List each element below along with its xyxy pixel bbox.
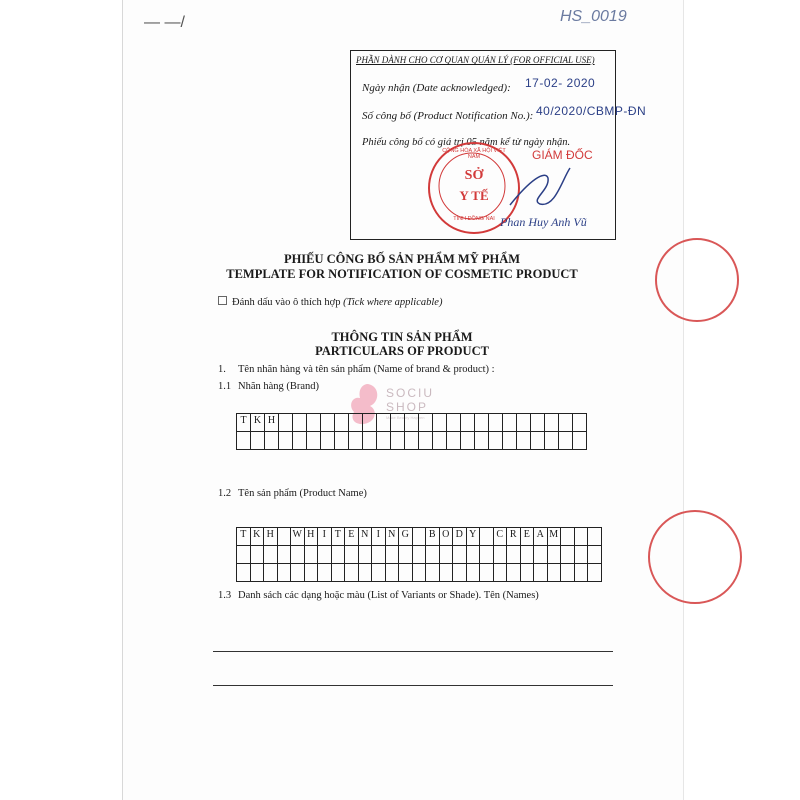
- letter-cell: [372, 546, 386, 564]
- letter-cell: [265, 432, 279, 450]
- letter-cell: [534, 564, 548, 582]
- item-1-3-text: Danh sách các dạng hoặc màu (List of Variants or Shade). Tên (Names): [238, 590, 539, 601]
- letter-cell: [575, 528, 589, 546]
- letter-cell: [433, 414, 447, 432]
- letter-cell: [507, 564, 521, 582]
- letter-cell: [363, 414, 377, 432]
- tick-box-icon: [218, 296, 227, 305]
- date-acknowledged-value: 17-02- 2020: [525, 76, 596, 90]
- letter-cell: [588, 546, 602, 564]
- letter-cell: M: [548, 528, 562, 546]
- letter-cell: [453, 564, 467, 582]
- letter-cell: Y: [467, 528, 481, 546]
- watermark-line1: SOCIU: [386, 386, 435, 400]
- official-use-header: PHẦN DÀNH CHO CƠ QUAN QUẢN LÝ (FOR OFFICIAL USE): [356, 55, 595, 65]
- letter-cell: [480, 564, 494, 582]
- letter-cell: K: [251, 414, 265, 432]
- letter-cell: [278, 564, 292, 582]
- seal-ring-bottom-text: TỈNH ĐỒNG NAI: [453, 216, 495, 222]
- edge-seal-lower: [648, 510, 742, 604]
- date-acknowledged-label: Ngày nhận (Date acknowledged):: [362, 82, 511, 94]
- letter-cell: N: [386, 528, 400, 546]
- letter-cell: [467, 564, 481, 582]
- tick-note-vi: Đánh dấu vào ô thích hợp: [232, 297, 341, 308]
- letter-cell: [332, 564, 346, 582]
- letter-cell: T: [237, 528, 251, 546]
- letter-cell: O: [440, 528, 454, 546]
- letter-cell: [453, 546, 467, 564]
- letter-cell: [545, 414, 559, 432]
- letter-cell: C: [494, 528, 508, 546]
- letter-cell: [413, 546, 427, 564]
- letter-cell: [419, 414, 433, 432]
- letter-cell: [278, 528, 292, 546]
- item-1-2-text: Tên sản phẩm (Product Name): [238, 488, 367, 499]
- letter-cell: [480, 546, 494, 564]
- letter-cell: [531, 414, 545, 432]
- letter-cell: [391, 432, 405, 450]
- letter-cell: [251, 432, 265, 450]
- letter-cell: [494, 564, 508, 582]
- letter-cell: [503, 432, 517, 450]
- letter-cell: [237, 546, 251, 564]
- letter-cell: [264, 546, 278, 564]
- letter-cell: [278, 546, 292, 564]
- letter-cell: [489, 414, 503, 432]
- letter-cell: [377, 432, 391, 450]
- letter-cell: G: [399, 528, 413, 546]
- letter-cell: [461, 432, 475, 450]
- item-1-text: Tên nhãn hàng và tên sản phẩm (Name of brand & product) :: [238, 364, 495, 375]
- letter-cell: [391, 414, 405, 432]
- letter-cell: [413, 528, 427, 546]
- letter-cell: [335, 414, 349, 432]
- title-english: TEMPLATE FOR NOTIFICATION OF COSMETIC PRODUCT: [226, 267, 578, 281]
- letter-cell: [475, 432, 489, 450]
- letter-cell: N: [359, 528, 373, 546]
- seal-text-bottom: Y TẾ: [459, 188, 489, 203]
- letter-cell: [399, 546, 413, 564]
- letter-cell: H: [305, 528, 319, 546]
- letter-cell: [447, 432, 461, 450]
- letter-cell: [531, 432, 545, 450]
- letter-cell: [426, 546, 440, 564]
- title-vietnamese: PHIẾU CÔNG BỐ SẢN PHẨM MỸ PHẨM: [283, 252, 521, 266]
- letter-cell: [279, 414, 293, 432]
- letter-cell: [307, 414, 321, 432]
- letter-cell: T: [332, 528, 346, 546]
- watermark-line2: SHOP: [386, 400, 429, 414]
- letter-cell: [318, 564, 332, 582]
- variants-line-2: [213, 685, 613, 686]
- letter-cell: [521, 564, 535, 582]
- signer-name: Phan Huy Anh Vũ: [500, 215, 587, 229]
- letter-cell: [345, 564, 359, 582]
- letter-cell: [489, 432, 503, 450]
- letter-cell: [548, 546, 562, 564]
- tick-note: [218, 296, 442, 308]
- letter-cell: [377, 414, 391, 432]
- letter-cell: [573, 414, 587, 432]
- letter-cell: [561, 528, 575, 546]
- letter-cell: E: [521, 528, 535, 546]
- letter-cell: [386, 546, 400, 564]
- letter-cell: [517, 414, 531, 432]
- letter-cell: [419, 432, 433, 450]
- letter-cell: [321, 414, 335, 432]
- handwritten-reference: HS_0019: [560, 8, 627, 25]
- tick-note-en: (Tick where applicable): [343, 297, 443, 308]
- letter-cell: T: [237, 414, 251, 432]
- letter-cell: [291, 546, 305, 564]
- letter-cell: [575, 564, 589, 582]
- letter-cell: [386, 564, 400, 582]
- item-1-3-number: 1.3: [218, 590, 232, 601]
- letter-cell: I: [372, 528, 386, 546]
- letter-cell: [291, 564, 305, 582]
- brand-grid: [236, 413, 587, 450]
- letter-cell: [440, 546, 454, 564]
- letter-cell: [507, 546, 521, 564]
- letter-cell: [264, 564, 278, 582]
- letter-cell: [279, 432, 293, 450]
- letter-cell: [359, 546, 373, 564]
- letter-cell: [349, 432, 363, 450]
- letter-cell: [447, 414, 461, 432]
- letter-cell: [405, 414, 419, 432]
- letter-cell: [318, 546, 332, 564]
- letter-cell: H: [264, 528, 278, 546]
- letter-cell: [575, 546, 589, 564]
- letter-cell: K: [251, 528, 265, 546]
- letter-cell: [467, 546, 481, 564]
- letter-cell: [237, 564, 251, 582]
- letter-cell: [413, 564, 427, 582]
- letter-cell: W: [291, 528, 305, 546]
- letter-cell: [363, 432, 377, 450]
- letter-cell: [588, 564, 602, 582]
- letter-cell: [440, 564, 454, 582]
- letter-cell: [534, 546, 548, 564]
- letter-cell: [461, 414, 475, 432]
- item-1-2-number: 1.2: [218, 488, 232, 499]
- letter-cell: [251, 564, 265, 582]
- section-title-vietnamese: THÔNG TIN SẢN PHẨM: [331, 330, 473, 344]
- letter-cell: [251, 546, 265, 564]
- letter-cell: [307, 432, 321, 450]
- letter-cell: [405, 432, 419, 450]
- seal-text-top: SỞ: [464, 168, 484, 183]
- letter-cell: [545, 432, 559, 450]
- letter-cell: [399, 564, 413, 582]
- validity-label: Phiếu công bố có giá trị 05 năm kể từ ngày nhận.: [362, 137, 571, 148]
- signer-title: GIÁM ĐỐC: [532, 148, 593, 162]
- letter-cell: [372, 564, 386, 582]
- section-title-english: PARTICULARS OF PRODUCT: [315, 344, 489, 358]
- letter-cell: R: [507, 528, 521, 546]
- letter-cell: [559, 432, 573, 450]
- letter-cell: A: [534, 528, 548, 546]
- notification-number-label: Số công bố (Product Notification No.):: [362, 110, 534, 122]
- letter-cell: [305, 546, 319, 564]
- item-1-1-text: Nhãn hàng (Brand): [238, 381, 320, 392]
- letter-cell: [237, 432, 251, 450]
- letter-cell: [561, 564, 575, 582]
- watermark-tagline: Make Beauty Happen: [386, 415, 425, 420]
- letter-cell: [494, 546, 508, 564]
- letter-cell: [561, 546, 575, 564]
- letter-cell: I: [318, 528, 332, 546]
- letter-cell: [332, 546, 346, 564]
- letter-cell: [573, 432, 587, 450]
- letter-cell: [521, 546, 535, 564]
- letter-cell: H: [265, 414, 279, 432]
- item-1-1-number: 1.1: [218, 381, 232, 392]
- letter-cell: [559, 414, 573, 432]
- letter-cell: [426, 564, 440, 582]
- letter-cell: [335, 432, 349, 450]
- letter-cell: [359, 564, 373, 582]
- letter-cell: [433, 432, 447, 450]
- letter-cell: E: [345, 528, 359, 546]
- letter-cell: [480, 528, 494, 546]
- letter-cell: [293, 432, 307, 450]
- letter-cell: [475, 414, 489, 432]
- letter-cell: [503, 414, 517, 432]
- letter-cell: [517, 432, 531, 450]
- letter-cell: [321, 432, 335, 450]
- notification-number-value: 40/2020/CBMP-ĐN: [536, 104, 647, 118]
- letter-cell: [305, 564, 319, 582]
- seal-ring-top-text: CỘNG HÒA XÃ HỘI VIỆT NAM: [442, 148, 506, 160]
- product-name-grid: [236, 527, 602, 582]
- corner-mark: — —/: [144, 14, 185, 31]
- signature-icon: [500, 160, 580, 220]
- variants-line-1: [213, 651, 613, 652]
- letter-cell: [349, 414, 363, 432]
- letter-cell: [293, 414, 307, 432]
- letter-cell: [345, 546, 359, 564]
- letter-cell: [588, 528, 602, 546]
- letter-cell: B: [426, 528, 440, 546]
- letter-cell: D: [453, 528, 467, 546]
- letter-cell: [548, 564, 562, 582]
- item-1-number: 1.: [218, 364, 226, 375]
